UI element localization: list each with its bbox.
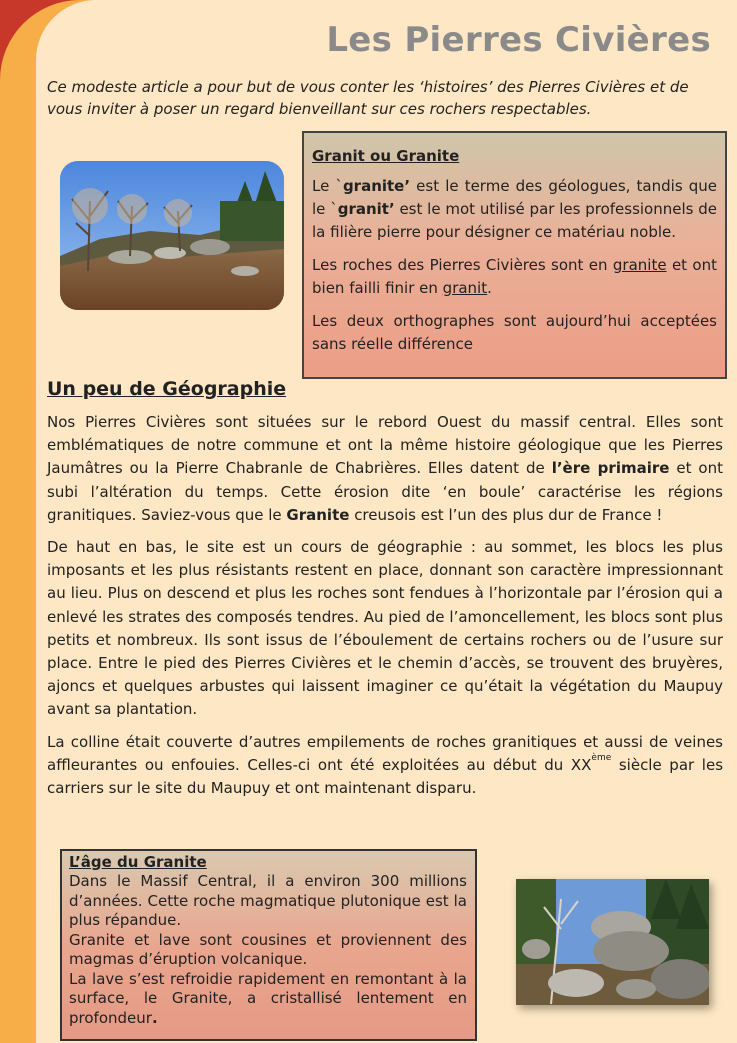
box-paragraph [312, 254, 717, 300]
text-run: et ont bien failli finir en [312, 256, 717, 297]
paragraph: De haut en bas, le site est un cours de géographie : au sommet, les blocs les plus imposants et les plus résistants restent en place, donnant son caractère impressionnant au lieu. Plus on descend et plus les roches sont fendues à l’horizontale par l’érosion qui a enlevé les strates des composés tendres. Au pied de l’amoncellement, les blocs sont plus petits et nombreux. Ils sont issus de l’éboulement de certains rochers ou de l’usure sur place. Entre le pied des Pierres Civières et le chemin d’accès, se trouvent des bruyères, ajoncs et quelques arbustes qui laissent imaginer ce qu’était la végétation du Maupuy avant sa plantation. [47, 538, 723, 719]
paragraph [47, 731, 723, 801]
box-paragraph [312, 175, 717, 244]
bold-period: . [151, 1008, 158, 1027]
photo-hillside-drawing [60, 161, 284, 310]
page-title: Les Pierres Civières [326, 20, 711, 60]
photo-granite-boulders [516, 879, 709, 1005]
granit-granite-box [302, 131, 727, 379]
box-paragraph: Les deux orthographes sont aujourd’hui acceptées sans réelle différence [312, 312, 717, 353]
text-run: est le terme des géologues, tandis que le ` [312, 177, 717, 218]
paragraph [47, 411, 723, 527]
bold-term: granite’ [342, 177, 411, 195]
box-line: Granite et lave sont cousines et proviennent des magmas d’éruption volcanique. [69, 930, 467, 968]
text-run: Nos Pierres Civières sont situées sur le rebord Ouest du massif central. Elles sont emblématiques de notre commune et ont la même histoire géologique que les Pierres Jaumâtres ou la Pierre Chabranle de Chabrières. Elles datent de [47, 413, 723, 478]
text-run: . [487, 279, 492, 297]
text-run: siècle par les carriers sur le site du Maupuy et ont maintenant disparu. [47, 755, 724, 798]
box-heading: L’âge du Granite [69, 853, 207, 871]
text-run: creusois est l’un des plus dur de France ! [349, 505, 663, 524]
underlined-term: granit [442, 279, 488, 297]
photo-boulders-drawing [516, 879, 709, 1005]
box-line: Dans le Massif Central, il a environ 300 millions d’années. Cette roche magmatique plutonique est la plus répandue. [69, 872, 467, 929]
bold-term: Granite [286, 505, 350, 524]
text-run: Le ` [312, 177, 343, 195]
underlined-term: granite [612, 256, 667, 274]
section-heading: Un peu de Géographie [47, 378, 287, 400]
article-body [47, 411, 723, 809]
text-run: La colline était couverte d’autres empilements de roches granitiques et aussi de veines affleurantes ou enfouies. Celles-ci ont été exploitées au début du XX [47, 732, 723, 774]
box-line [69, 970, 467, 1029]
granite-age-box [60, 849, 477, 1041]
box-heading: Granit ou Granite [312, 147, 460, 165]
photo-granite-hillside [60, 161, 284, 310]
text-run: est le mot utilisé par les professionnels de la filière pierre pour désigner ce matériau noble. [312, 200, 718, 241]
text-run: La lave s’est refroidie rapidement en remontant à la surface, le Granite, a cristallisé lentement en profondeur [69, 969, 467, 1027]
superscript: ème [591, 752, 612, 763]
intro-text: Ce modeste article a pour but de vous conter les ‘histoires’ des Pierres Civières et de vous inviter à poser un regard bienveillant sur ces rochers respectables. [47, 78, 689, 118]
bold-term: l’ère primaire [551, 459, 670, 478]
text-run: et ont subi l’altération du temps. Cette érosion dite ‘en boule’ caractérise les régions granitiques. Saviez-vous que le [47, 459, 724, 524]
text-run: Les roches des Pierres Civières sont en [312, 256, 613, 274]
bold-term: granit’ [337, 200, 395, 218]
